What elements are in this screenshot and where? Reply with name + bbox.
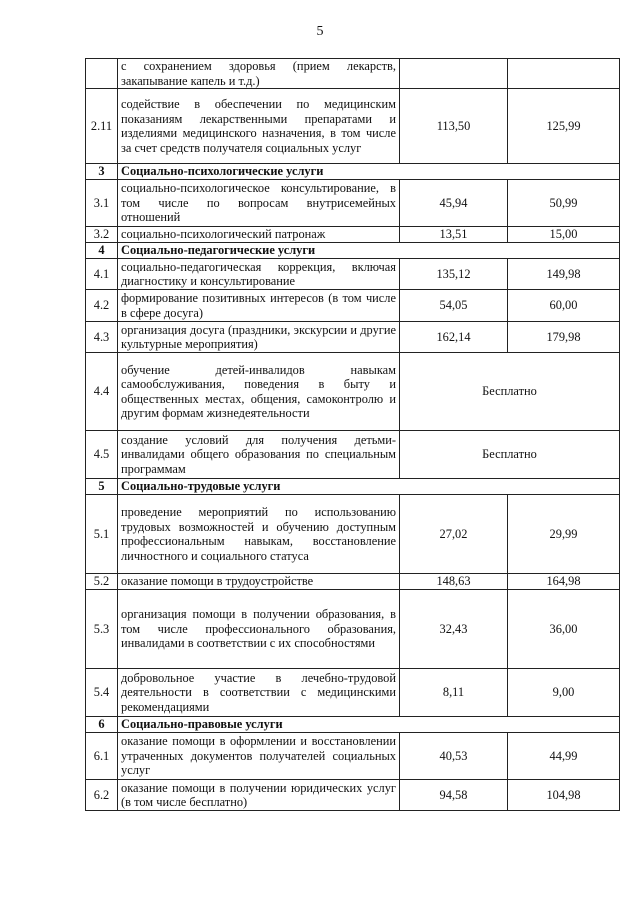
service-name: добровольное участие в лечебно-трудовой деятельности в соответствии с медицинскими рекомендациями (118, 669, 400, 717)
table-row (86, 259, 620, 290)
price-1 (400, 59, 508, 89)
row-number: 3.1 (86, 180, 118, 227)
row-number: 5.2 (86, 574, 118, 590)
table-row (86, 353, 620, 431)
row-number: 3.2 (86, 227, 118, 243)
price-1: 32,43 (400, 590, 508, 669)
service-name: формирование позитивных интересов (в том числе в сфере досуга) (118, 290, 400, 322)
price-2: 149,98 (508, 259, 620, 290)
price-1: 40,53 (400, 733, 508, 780)
service-name: обучение детей-инвалидов навыкам самообслуживания, поведения в быту и общественных местах, общения, самоконтролю и другим формам жизнедеятельности (118, 353, 400, 431)
service-name: социально-психологический патронаж (118, 227, 400, 243)
price-2: 125,99 (508, 89, 620, 164)
section-number: 5 (86, 479, 118, 495)
table-row (86, 89, 620, 164)
page-number: 5 (316, 24, 324, 39)
section-title: Социально-педагогические услуги (118, 243, 620, 259)
row-number: 6.1 (86, 733, 118, 780)
price-1: 13,51 (400, 227, 508, 243)
table-row (86, 431, 620, 479)
row-number: 4.1 (86, 259, 118, 290)
price-1: 8,11 (400, 669, 508, 717)
service-name: социально-психологическое консультирование, в том числе по вопросам внутрисемейных отношений (118, 180, 400, 227)
price-1: 113,50 (400, 89, 508, 164)
table-row (86, 180, 620, 227)
section-row (86, 164, 620, 180)
row-number: 2.11 (86, 89, 118, 164)
price-2: 9,00 (508, 669, 620, 717)
row-number: 6.2 (86, 780, 118, 811)
row-number: 5.3 (86, 590, 118, 669)
price-2: 29,99 (508, 495, 620, 574)
price-2: 179,98 (508, 322, 620, 353)
service-name: оказание помощи в получении юридических услуг (в том числе бесплатно) (118, 780, 400, 811)
price-1: 162,14 (400, 322, 508, 353)
price-1: 45,94 (400, 180, 508, 227)
table-row (86, 59, 620, 89)
table-row (86, 290, 620, 322)
price-free: Бесплатно (400, 353, 620, 431)
table-row (86, 733, 620, 780)
table-row (86, 227, 620, 243)
section-row (86, 479, 620, 495)
row-number: 5.4 (86, 669, 118, 717)
service-name: социально-педагогическая коррекция, включая диагностику и консультирование (118, 259, 400, 290)
row-number: 4.5 (86, 431, 118, 479)
price-1: 94,58 (400, 780, 508, 811)
price-2: 44,99 (508, 733, 620, 780)
service-name: организация помощи в получении образования, в том числе профессионального образования, инвалидами в соответствии с их способностями (118, 590, 400, 669)
table-row (86, 669, 620, 717)
price-2: 60,00 (508, 290, 620, 322)
row-number (86, 59, 118, 89)
section-title: Социально-правовые услуги (118, 717, 620, 733)
service-name: содействие в обеспечении по медицинским показаниям лекарственными препаратами и изделиями медицинского назначения, в том числе за счет средств получателя социальных услуг (118, 89, 400, 164)
price-2: 50,99 (508, 180, 620, 227)
price-1: 54,05 (400, 290, 508, 322)
price-1: 27,02 (400, 495, 508, 574)
price-2 (508, 59, 620, 89)
price-free: Бесплатно (400, 431, 620, 479)
section-title: Социально-трудовые услуги (118, 479, 620, 495)
price-2: 15,00 (508, 227, 620, 243)
section-row (86, 717, 620, 733)
service-name: создание условий для получения детьми-инвалидами общего образования по специальным программам (118, 431, 400, 479)
row-number: 4.2 (86, 290, 118, 322)
service-name: оказание помощи в оформлении и восстановлении утраченных документов получателей социальных услуг (118, 733, 400, 780)
table-row (86, 322, 620, 353)
section-number: 4 (86, 243, 118, 259)
section-title: Социально-психологические услуги (118, 164, 620, 180)
service-name: проведение мероприятий по использованию трудовых возможностей и обучению доступным профессиональным навыкам, восстановление личностного и социального статуса (118, 495, 400, 574)
service-name: оказание помощи в трудоустройстве (118, 574, 400, 590)
row-number: 4.3 (86, 322, 118, 353)
price-2: 36,00 (508, 590, 620, 669)
price-2: 164,98 (508, 574, 620, 590)
table-row (86, 495, 620, 574)
table-row (86, 780, 620, 811)
row-number: 4.4 (86, 353, 118, 431)
section-row (86, 243, 620, 259)
price-2: 104,98 (508, 780, 620, 811)
row-number: 5.1 (86, 495, 118, 574)
section-number: 3 (86, 164, 118, 180)
table-row (86, 574, 620, 590)
price-1: 148,63 (400, 574, 508, 590)
services-price-table (85, 58, 620, 811)
price-1: 135,12 (400, 259, 508, 290)
service-name: с сохранением здоровья (прием лекарств, закапывание капель и т.д.) (118, 59, 400, 89)
table-row (86, 590, 620, 669)
service-name: организация досуга (праздники, экскурсии и другие культурные мероприятия) (118, 322, 400, 353)
section-number: 6 (86, 717, 118, 733)
